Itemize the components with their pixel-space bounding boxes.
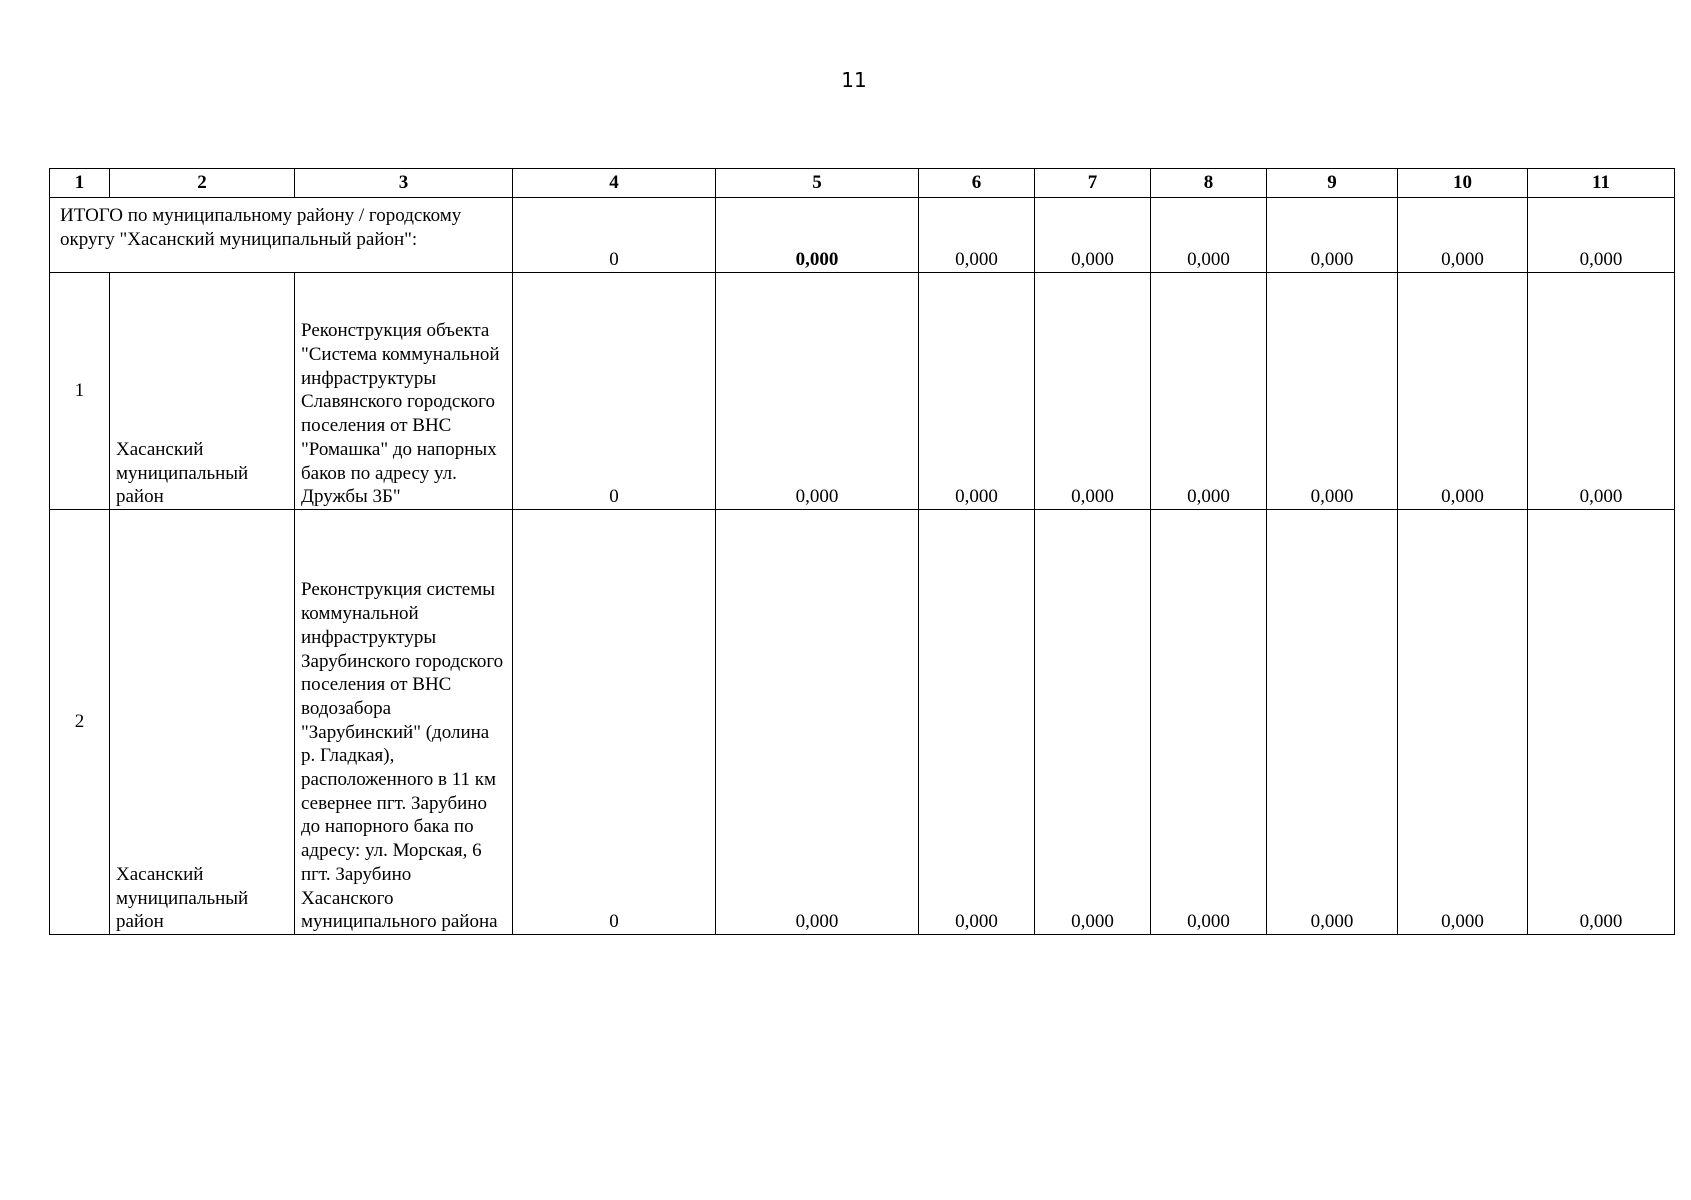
column-header: 5: [716, 169, 919, 198]
total-value: 0,000: [716, 198, 919, 273]
column-header: 11: [1528, 169, 1675, 198]
total-value: 0,000: [1398, 198, 1528, 273]
value-cell: 0,000: [1151, 273, 1267, 510]
total-value: 0,000: [1151, 198, 1267, 273]
row-number: 2: [50, 510, 110, 935]
value-cell: 0,000: [919, 510, 1035, 935]
value-cell: 0,000: [1035, 273, 1151, 510]
value-cell: 0,000: [1035, 510, 1151, 935]
column-header: 10: [1398, 169, 1528, 198]
column-header: 1: [50, 169, 110, 198]
value-cell: 0: [513, 510, 716, 935]
total-value: 0,000: [919, 198, 1035, 273]
value-cell: 0,000: [1267, 273, 1398, 510]
value-cell: 0: [513, 273, 716, 510]
total-row: [50, 198, 1675, 273]
total-label: ИТОГО по муниципальному району / городскому округу "Хасанский муниципальный район":: [50, 198, 513, 273]
total-value: 0,000: [1267, 198, 1398, 273]
value-cell: 0,000: [1151, 510, 1267, 935]
total-value: 0: [513, 198, 716, 273]
value-cell: 0,000: [716, 510, 919, 935]
page-number: 11: [841, 68, 867, 92]
object-cell: Реконструкция системы коммунальной инфраструктуры Зарубинского городского поселения от ВНС водозабора "Зарубинский" (долина р. Гладкая), расположенного в 11 км севернее пгт. Зарубино до напорного бака по адресу: ул. Морская, 6 пгт. Зарубино Хасанского муниципального района: [295, 510, 513, 935]
value-cell: 0,000: [919, 273, 1035, 510]
column-header: 9: [1267, 169, 1398, 198]
column-header: 3: [295, 169, 513, 198]
value-cell: 0,000: [1528, 510, 1675, 935]
column-header: 8: [1151, 169, 1267, 198]
column-header: 2: [110, 169, 295, 198]
table-row: [50, 273, 1675, 510]
value-cell: 0,000: [1528, 273, 1675, 510]
table-row: [50, 510, 1675, 935]
district-cell: Хасанский муниципальный район: [110, 510, 295, 935]
total-value: 0,000: [1528, 198, 1675, 273]
row-number: 1: [50, 273, 110, 510]
table-header-row: [50, 169, 1675, 198]
column-header: 7: [1035, 169, 1151, 198]
value-cell: 0,000: [1267, 510, 1398, 935]
value-cell: 0,000: [1398, 273, 1528, 510]
value-cell: 0,000: [1398, 510, 1528, 935]
object-cell: Реконструкция объекта "Система коммунальной инфраструктуры Славянского городского поселения от ВНС "Ромашка" до напорных баков по адресу ул. Дружбы 3Б": [295, 273, 513, 510]
total-value: 0,000: [1035, 198, 1151, 273]
data-table: [49, 168, 1675, 935]
value-cell: 0,000: [716, 273, 919, 510]
column-header: 4: [513, 169, 716, 198]
column-header: 6: [919, 169, 1035, 198]
district-cell: Хасанский муниципальный район: [110, 273, 295, 510]
